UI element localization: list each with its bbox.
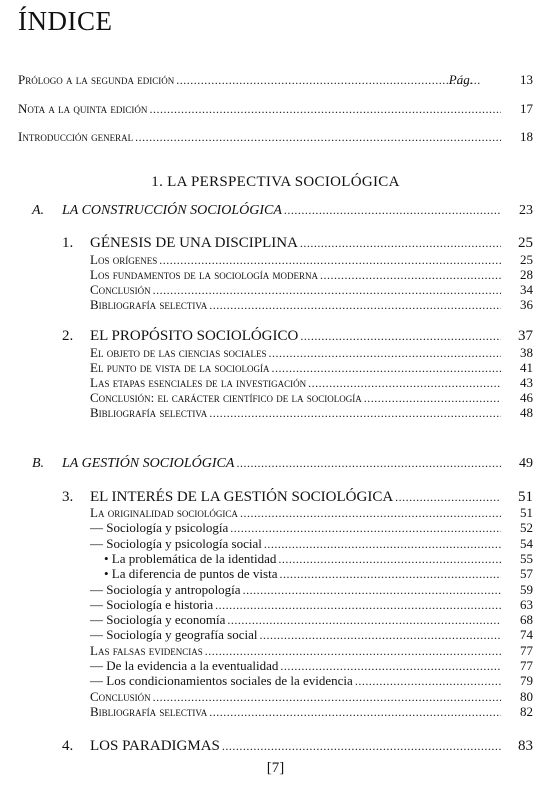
- toc-subentry[interactable]: [90, 689, 533, 705]
- subentry-page: 59: [520, 582, 533, 597]
- toc-entry-prologo[interactable]: [18, 72, 533, 88]
- pag-label: Pág.: [448, 72, 473, 87]
- toc-entry-page: 18: [520, 129, 533, 144]
- toc-subentry[interactable]: [90, 582, 533, 598]
- page-number-footer: [7]: [266, 760, 285, 776]
- subentry-page: 79: [520, 673, 533, 688]
- dot-leader: [215, 597, 501, 613]
- chapter-page: 83: [518, 738, 533, 754]
- dot-leader: [320, 267, 501, 283]
- subentry-page: 54: [520, 536, 533, 551]
- toc-subentry[interactable]: [90, 297, 533, 313]
- subentry-page: 36: [520, 297, 533, 312]
- chapter-number: 2.: [62, 328, 74, 344]
- subentry-label: — Sociología y antropología: [90, 582, 241, 597]
- section-a-entry[interactable]: [32, 203, 533, 219]
- subentry-page: 48: [520, 405, 533, 420]
- part-heading: 1. LA PERSPECTIVA SOCIOLÓGICA: [151, 174, 400, 190]
- subentry-page: 74: [520, 627, 533, 642]
- subentry-label: • La diferencia de puntos de vista: [104, 566, 278, 581]
- toc-entry-label: Introducción general: [18, 129, 134, 144]
- toc-subentry[interactable]: [90, 643, 533, 659]
- subentry-page: 46: [520, 390, 533, 405]
- toc-subentry[interactable]: [90, 658, 533, 674]
- subentry-page: 51: [520, 505, 533, 520]
- subentry-label: Bibliografía selectiva: [90, 297, 208, 312]
- dot-leader: [280, 566, 502, 582]
- chapter-2-entry[interactable]: [62, 328, 533, 345]
- subentry-label: • La problemática de la identidad: [104, 551, 277, 566]
- toc-subentry[interactable]: [90, 505, 533, 521]
- dot-leader: [278, 551, 501, 567]
- subentry-page: 82: [520, 704, 533, 719]
- chapter-4-entry[interactable]: [62, 738, 533, 755]
- toc-subentry[interactable]: [90, 282, 533, 298]
- dot-leader: [209, 405, 501, 421]
- toc-subentry[interactable]: [90, 597, 533, 613]
- dot-leader: [264, 536, 501, 552]
- subentry-label: El punto de vista de la sociología: [90, 360, 270, 375]
- subentry-label: — Sociología y psicología: [90, 520, 229, 535]
- toc-subentry[interactable]: [90, 704, 533, 720]
- subentry-page: 77: [520, 658, 533, 673]
- toc-subentry[interactable]: [90, 627, 533, 643]
- subentry-page: 80: [520, 689, 533, 704]
- subentry-label: Las falsas evidencias: [90, 643, 203, 658]
- subentry-page: 55: [520, 551, 533, 566]
- dot-leader: [205, 643, 501, 659]
- chapter-number: 1.: [62, 235, 74, 251]
- subentry-label: Conclusión: [90, 282, 151, 297]
- section-page: 23: [519, 203, 533, 218]
- chapter-title: LOS PARADIGMAS: [90, 738, 220, 754]
- toc-subentry[interactable]: [90, 267, 533, 283]
- toc-subentry[interactable]: [104, 551, 533, 567]
- subentry-label: Las etapas esenciales de la investigación: [90, 375, 307, 390]
- section-b-entry[interactable]: [32, 456, 533, 472]
- dot-leader: [243, 582, 501, 598]
- subentry-label: — Sociología y psicología social: [90, 536, 262, 551]
- chapter-number: 3.: [62, 489, 74, 505]
- subentry-page: 38: [520, 345, 533, 360]
- dot-leader: [240, 505, 501, 521]
- chapter-page: 37: [518, 328, 533, 344]
- dot-leader: [308, 375, 501, 391]
- section-label: LA CONSTRUCCIÓN SOCIOLÓGICA: [62, 203, 282, 218]
- chapter-3-entry[interactable]: [62, 489, 533, 506]
- toc-subentry[interactable]: [90, 360, 533, 376]
- subentry-page: 34: [520, 282, 533, 297]
- subentry-label: Los fundamentos de la sociología moderna: [90, 267, 319, 282]
- subentry-label: Conclusión: [90, 689, 151, 704]
- toc-subentry[interactable]: [90, 390, 533, 406]
- page-title: ÍNDICE: [18, 6, 113, 36]
- subentry-label: — Sociología e historia: [90, 597, 214, 612]
- subentry-label: Bibliografía selectiva: [90, 704, 208, 719]
- dot-leader: [149, 101, 501, 117]
- toc-subentry[interactable]: [90, 536, 533, 552]
- dot-leader: [364, 390, 501, 406]
- dot-leader: [230, 520, 501, 536]
- subentry-page: 77: [520, 643, 533, 658]
- dot-leader: [269, 345, 501, 361]
- dot-leader: [159, 252, 501, 268]
- toc-entry-page: 13: [520, 72, 533, 87]
- toc-subentry[interactable]: [90, 375, 533, 391]
- subentry-label: Los orígenes: [90, 252, 158, 267]
- subentry-label: La originalidad sociológica: [90, 505, 238, 520]
- toc-entry-page: 17: [520, 101, 533, 116]
- chapter-number: 4.: [62, 738, 74, 754]
- dot-leader: [260, 627, 501, 643]
- dot-leader: [209, 297, 501, 313]
- subentry-page: 25: [520, 252, 533, 267]
- toc-subentry[interactable]: [104, 566, 533, 582]
- subentry-page: 57: [520, 566, 533, 581]
- subentry-label: — Los condicionamientos sociales de la evidencia: [90, 673, 353, 688]
- toc-subentry[interactable]: [90, 612, 533, 628]
- chapter-page: 25: [518, 235, 533, 251]
- dot-leader: [236, 456, 501, 472]
- chapter-title: GÉNESIS DE UNA DISCIPLINA: [90, 235, 298, 251]
- chapter-1-entry[interactable]: [62, 235, 533, 252]
- subentry-label: — Sociología y geografía social: [90, 627, 258, 642]
- subentry-page: 63: [520, 597, 533, 612]
- section-letter: A.: [32, 203, 45, 218]
- dot-leader: [284, 203, 501, 219]
- dot-leader: [176, 72, 481, 88]
- dot-leader: [300, 235, 501, 252]
- toc-subentry[interactable]: [90, 405, 533, 421]
- dot-leader: [135, 129, 501, 145]
- subentry-label: Bibliografía selectiva: [90, 405, 208, 420]
- toc-entry-label: Prólogo a la segunda edición: [18, 72, 175, 87]
- dot-leader: [355, 673, 501, 689]
- toc-entry-label: Nota a la quinta edición: [18, 101, 148, 116]
- subentry-page: 68: [520, 612, 533, 627]
- dot-leader: [153, 689, 501, 705]
- subentry-page: 28: [520, 267, 533, 282]
- dot-leader: [395, 489, 501, 506]
- subentry-page: 43: [520, 375, 533, 390]
- toc-subentry[interactable]: [90, 252, 533, 268]
- toc-subentry[interactable]: [90, 673, 533, 689]
- subentry-page: 41: [520, 360, 533, 375]
- dot-leader: [300, 328, 501, 345]
- toc-subentry[interactable]: [90, 520, 533, 536]
- section-letter: B.: [32, 456, 45, 471]
- toc-entry-introduccion[interactable]: [18, 129, 533, 145]
- dot-leader: [280, 658, 501, 674]
- chapter-page: 51: [518, 489, 533, 505]
- section-label: LA GESTIÓN SOCIOLÓGICA: [62, 456, 235, 471]
- subentry-page: 52: [520, 520, 533, 535]
- dot-leader: [272, 360, 501, 376]
- subentry-label: — Sociología y economía: [90, 612, 226, 627]
- subentry-label: — De la evidencia a la eventualidad: [90, 658, 279, 673]
- dot-leader: [153, 282, 501, 298]
- subentry-label: El objeto de las ciencias sociales: [90, 345, 267, 360]
- subentry-label: Conclusión: el carácter científico de la sociología: [90, 390, 362, 405]
- toc-subentry[interactable]: [90, 345, 533, 361]
- dot-leader: [209, 704, 501, 720]
- dot-leader: [227, 612, 501, 628]
- dot-leader: [222, 738, 501, 755]
- chapter-title: EL PROPÓSITO SOCIOLÓGICO: [90, 328, 299, 344]
- section-page: 49: [519, 456, 533, 471]
- toc-entry-nota[interactable]: [18, 101, 533, 117]
- chapter-title: EL INTERÉS DE LA GESTIÓN SOCIOLÓGICA: [90, 489, 394, 505]
